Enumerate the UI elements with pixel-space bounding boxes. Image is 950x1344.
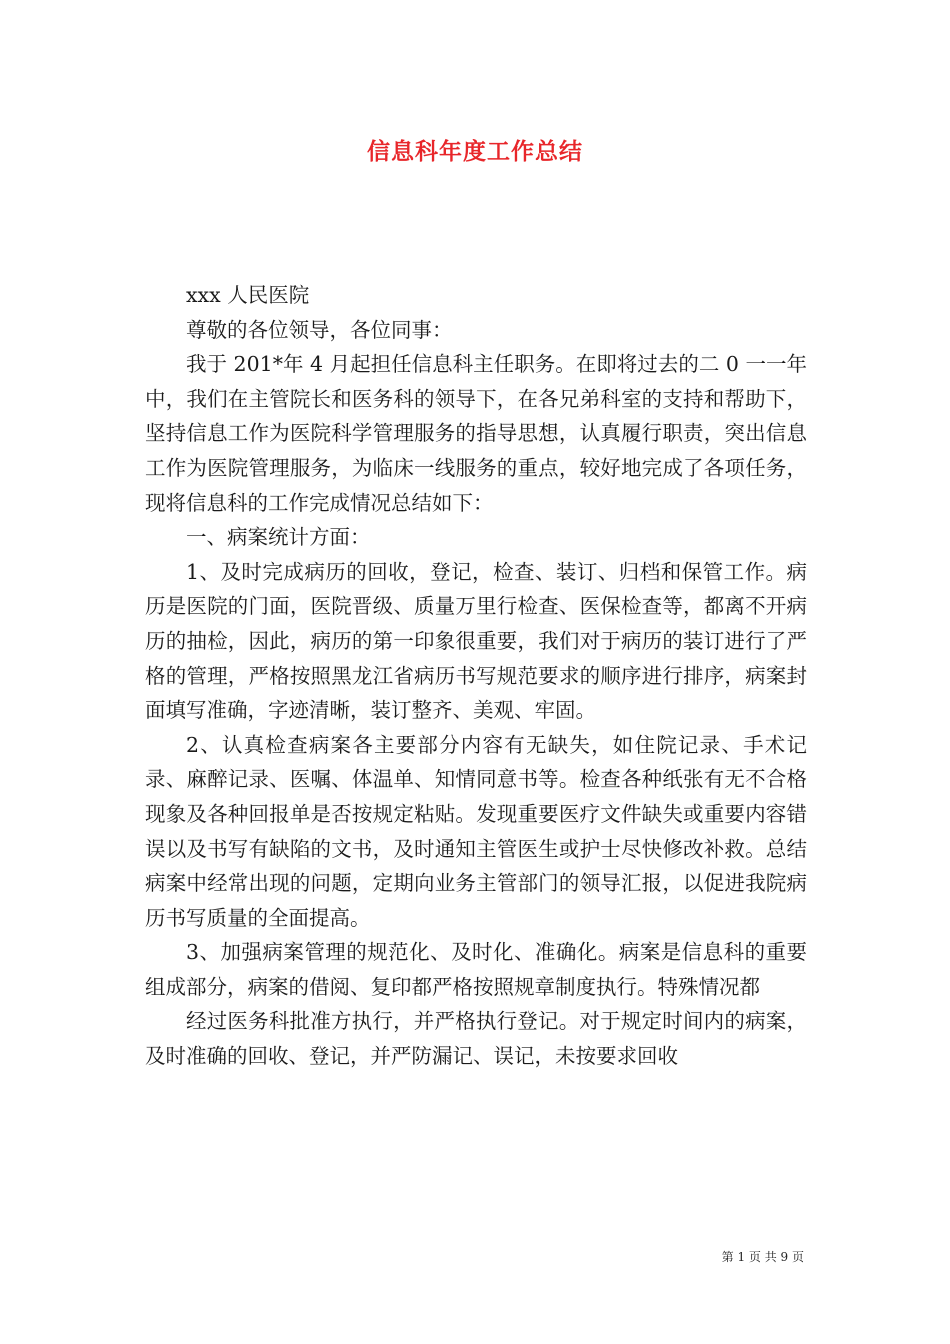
page-number: 第 1 页 共 9 页 — [721, 1250, 804, 1264]
document-body — [145, 278, 807, 1074]
paragraph-section-heading: 一、病案统计方面： — [186, 525, 371, 550]
paragraph-item-1: 1、及时完成病历的回收，登记，检查、装订、归档和保管工作。病历是医院的门面，医院晋级、质量万里行检查、医保检查等，都离不开病历的抽检，因此，病历的第一印象很重要，我们对于病历的装订进行了严格的管理，严格按照黑龙江省病历书写规范要求的顺序进行排序，病案封面填写准确，字迹清晰，装订整齐、美观、牢固。 — [145, 559, 807, 723]
paragraph-hospital-name: xxx 人民医院 — [186, 283, 310, 307]
paragraph-continuation: 经过医务科批准方执行，并严格执行登记。对于规定时间内的病案，及时准确的回收、登记，并严防漏记、误记，未按要求回收 — [145, 1009, 807, 1069]
paragraph-salutation: 尊敬的各位领导，各位同事： — [186, 317, 453, 342]
paragraph-item-3: 3、加强病案管理的规范化、及时化、准确化。病案是信息科的重要组成部分，病案的借阅、复印都严格按照规章制度执行。特殊情况都 — [145, 940, 807, 999]
paragraph-intro: 我于 201*年 4 月起担任信息科主任职务。在即将过去的二 0 一一年中，我们在主管院长和医务科的领导下，在各兄弟科室的支持和帮助下，坚持信息工作为医院科学管理服务的指导思想，认真履行职责，突出信息工作为医院管理服务，为临床一线服务的重点，较好地完成了各项任务，现将信息科的工作完成情况总结如下： — [145, 352, 807, 515]
paragraph-item-2: 2、认真检查病案各主要部分内容有无缺失，如住院记录、手术记录、麻醉记录、医嘱、体温单、知情同意书等。检查各种纸张有无不合格现象及各种回报单是否按规定粘贴。发现重要医疗文件缺失或重要内容错误以及书写有缺陷的文书，及时通知主管医生或护士尽快修改补救。总结病案中经常出现的问题，定期向业务主管部门的领导汇报，以促进我院病历书写质量的全面提高。 — [145, 732, 807, 930]
document-title: 信息科年度工作总结 — [367, 139, 583, 165]
